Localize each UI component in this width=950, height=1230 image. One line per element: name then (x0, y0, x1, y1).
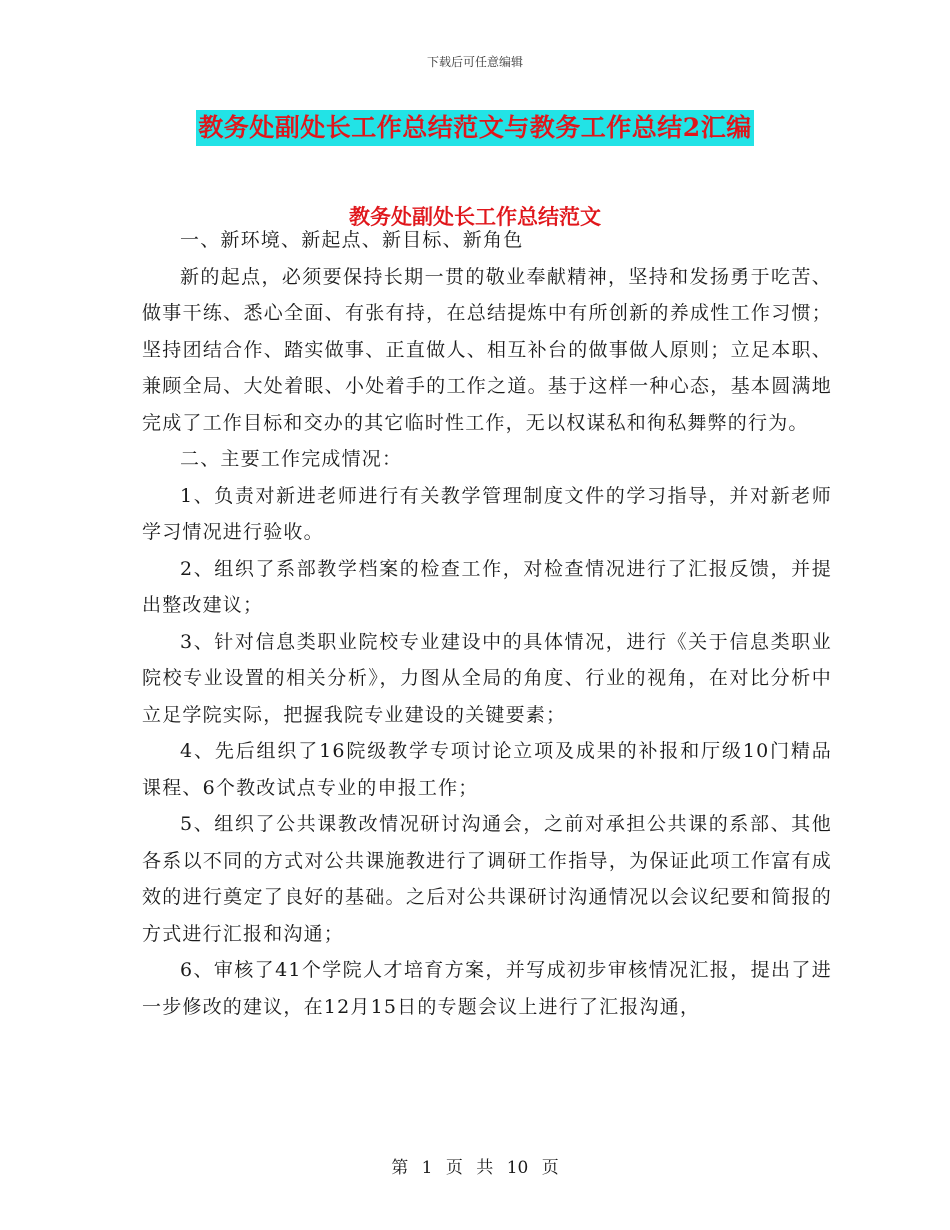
list-item-6: 6、审核了41个学院人才培育方案，并写成初步审核情况汇报，提出了进一步修改的建议，在12月15日的专题会议上进行了汇报沟通， (142, 959, 832, 1018)
list-item-2: 2、组织了系部教学档案的检查工作，对检查情况进行了汇报反馈，并提出整改建议； (142, 557, 832, 616)
document-title-wrap (0, 110, 950, 146)
paragraph-heading-1: 一、新环境、新起点、新目标、新角色 (180, 229, 524, 251)
page-header-note: 下载后可任意编辑 (426, 55, 523, 69)
paragraph: 新的起点，必须要保持长期一贯的敬业奉献精神，坚持和发扬勇于吃苦、做事干练、悉心全面、有张有持，在总结提炼中有所创新的养成性工作习惯；坚持团结合作、踏实做事、正直做人、相互补台的做事做人原则；立足本职、兼顾全局、大处着眼、小处着手的工作之道。基于这样一种心态，基本圆满地完成了工作目标和交办的其它临时性工作，无以权谋私和徇私舞弊的行为。 (142, 265, 832, 434)
list-item-5: 5、组织了公共课教改情况研讨沟通会，之前对承担公共课的系部、其他各系以不同的方式对公共课施教进行了调研工作指导，为保证此项工作富有成效的进行奠定了良好的基础。之后对公共课研讨沟通情况以会议纪要和简报的方式进行汇报和沟通； (142, 813, 832, 945)
section-title: 教务处副处长工作总结范文 (349, 204, 601, 229)
document-body (142, 222, 832, 1025)
list-item-1: 1、负责对新进老师进行有关教学管理制度文件的学习指导，并对新老师学习情况进行验收。 (142, 484, 832, 543)
page-footer: 第 1 页 共 10 页 (391, 1158, 559, 1178)
list-item-3: 3、针对信息类职业院校专业建设中的具体情况，进行《关于信息类职业院校专业设置的相关分析》，力图从全局的角度、行业的视角，在对比分析中立足学院实际，把握我院专业建设的关键要素； (142, 630, 832, 726)
list-item-4: 4、先后组织了16院级教学专项讨论立项及成果的补报和厅级10门精品课程、6个教改试点专业的申报工作； (142, 740, 832, 799)
document-title: 教务处副处长工作总结范文与教务工作总结2汇编 (196, 110, 753, 146)
paragraph-heading-2: 二、主要工作完成情况： (180, 448, 403, 470)
